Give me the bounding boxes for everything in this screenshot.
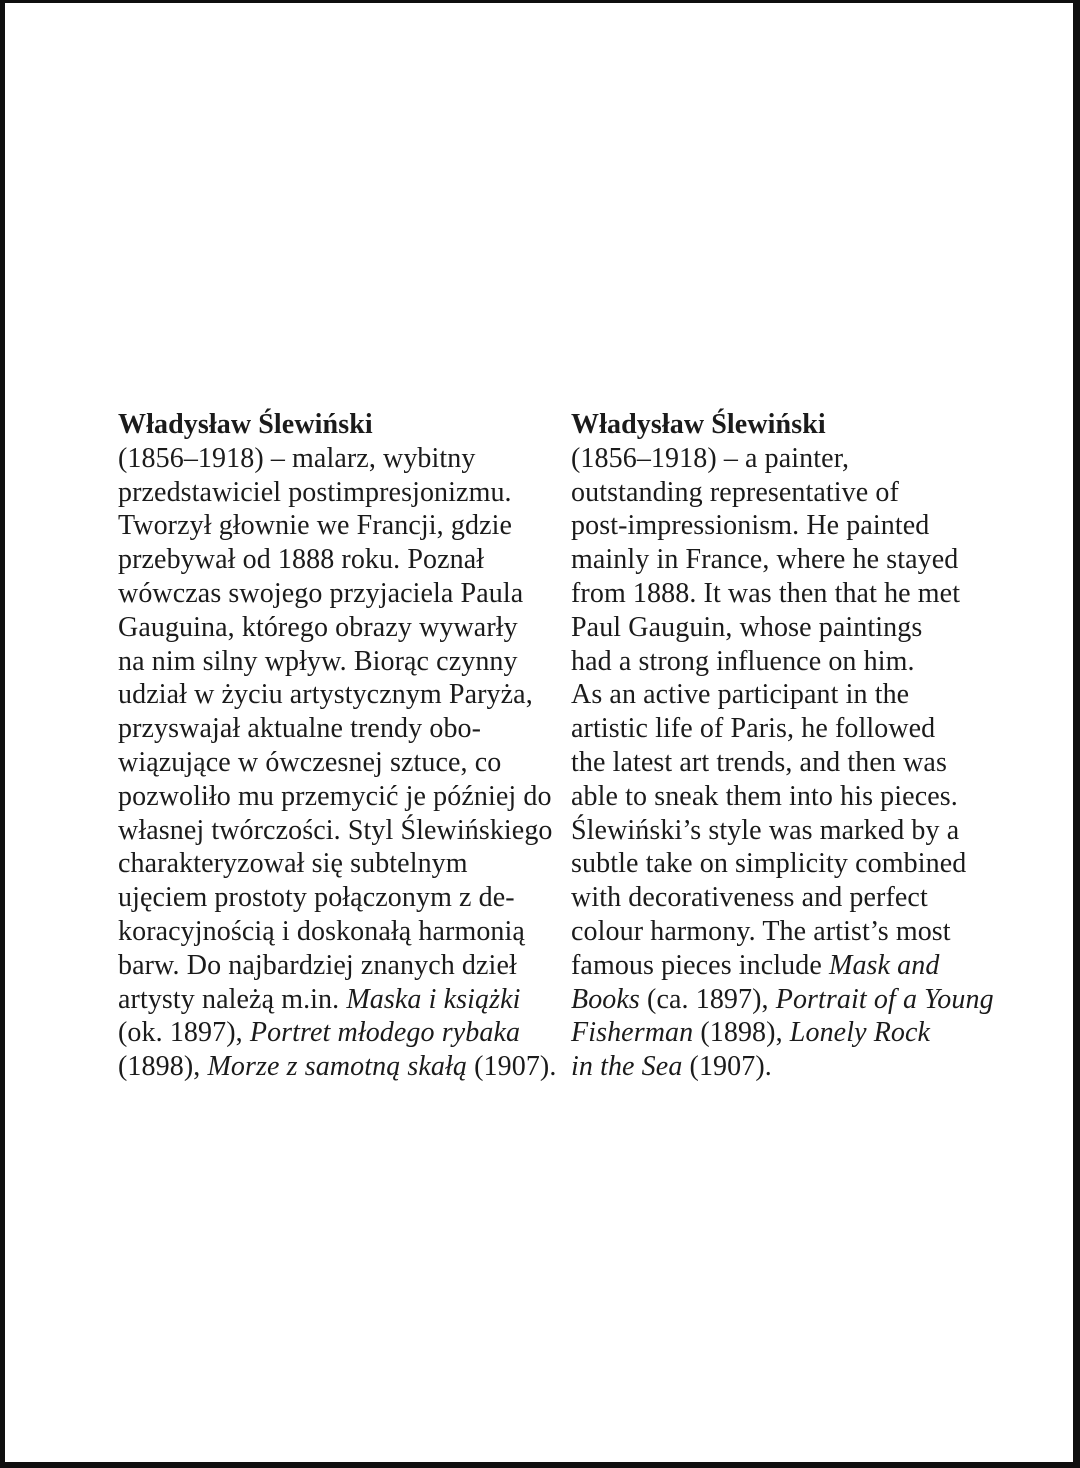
bio-text-line: in the Sea (1907). [571, 1051, 772, 1083]
bio-text-polish [118, 442, 556, 1084]
bio-text-line: colour harmony. The artist’s most [571, 915, 951, 947]
bio-text-line: able to sneak them into his pieces. [571, 780, 958, 812]
bio-text-line: subtle take on simplicity combined [571, 848, 967, 880]
bio-text-line: from 1888. It was then that he met [571, 577, 961, 609]
bio-text-line: Gauguina, którego obrazy wywarły [118, 611, 518, 643]
bio-text-line: charakteryzował się subtelnym [118, 848, 468, 880]
bio-text-line: wówczas swojego przyjaciela Paula [118, 577, 524, 609]
bio-text-line: (1856–1918) – a painter, [571, 442, 850, 474]
bio-text-line: Books (ca. 1897), Portrait of a Young [571, 983, 994, 1015]
artist-name-heading-english: Władysław Ślewiński [571, 409, 826, 440]
bio-text-line: przedstawiciel postimpresjonizmu. [118, 476, 512, 508]
bio-text-line: post-impressionism. He painted [571, 510, 930, 542]
bio-text-line: (1898), Morze z samotną skałą (1907). [118, 1051, 557, 1083]
bio-text-line: wiązujące w ówczesnej sztuce, co [118, 746, 502, 778]
bio-text-line: udział w życiu artystycznym Paryża, [118, 679, 533, 711]
bio-text-line: the latest art trends, and then was [571, 746, 947, 778]
bio-text-english [571, 442, 994, 1084]
bio-text-line: (ok. 1897), Portret młodego rybaka [118, 1017, 521, 1049]
bio-text-line: koracyjnością i doskonałą harmonią [118, 915, 525, 947]
bio-text-line: na nim silny wpływ. Biorąc czynny [118, 645, 518, 677]
bio-text-line: przebywał od 1888 roku. Poznał [118, 544, 485, 576]
bio-text-line: had a strong influence on him. [571, 645, 915, 677]
bio-text-line: famous pieces include Mask and [571, 949, 940, 981]
bio-column-english [571, 408, 994, 1084]
bio-text-line: przyswajał aktualne trendy obo- [118, 713, 482, 745]
bio-text-line: pozwoliło mu przemycić je później do [118, 780, 552, 812]
bio-text-line: Paul Gauguin, whose paintings [571, 611, 923, 643]
bio-column-polish [118, 408, 556, 1084]
bio-text-line: barw. Do najbardziej znanych dzieł [118, 949, 517, 981]
bio-text-line: własnej twórczości. Styl Ślewińskiego [118, 814, 553, 846]
bio-text-line: ujęciem prostoty połączonym z de- [118, 882, 515, 914]
artist-name-heading-polish: Władysław Ślewiński [118, 409, 373, 440]
bio-text-line: As an active participant in the [571, 679, 910, 711]
bio-text-line: Fisherman (1898), Lonely Rock [571, 1017, 931, 1049]
bio-text-line: artysty należą m.in. Maska i książki [118, 983, 521, 1015]
bio-text-line: Ślewiński’s style was marked by a [571, 814, 960, 846]
bio-text-line: (1856–1918) – malarz, wybitny [118, 442, 476, 474]
bio-text-line: Tworzył głownie we Francji, gdzie [118, 510, 513, 542]
bio-text-line: with decorativeness and perfect [571, 882, 928, 914]
bio-text-line: outstanding representative of [571, 476, 899, 508]
bio-text-line: artistic life of Paris, he followed [571, 713, 936, 745]
bio-text-line: mainly in France, where he stayed [571, 544, 959, 576]
